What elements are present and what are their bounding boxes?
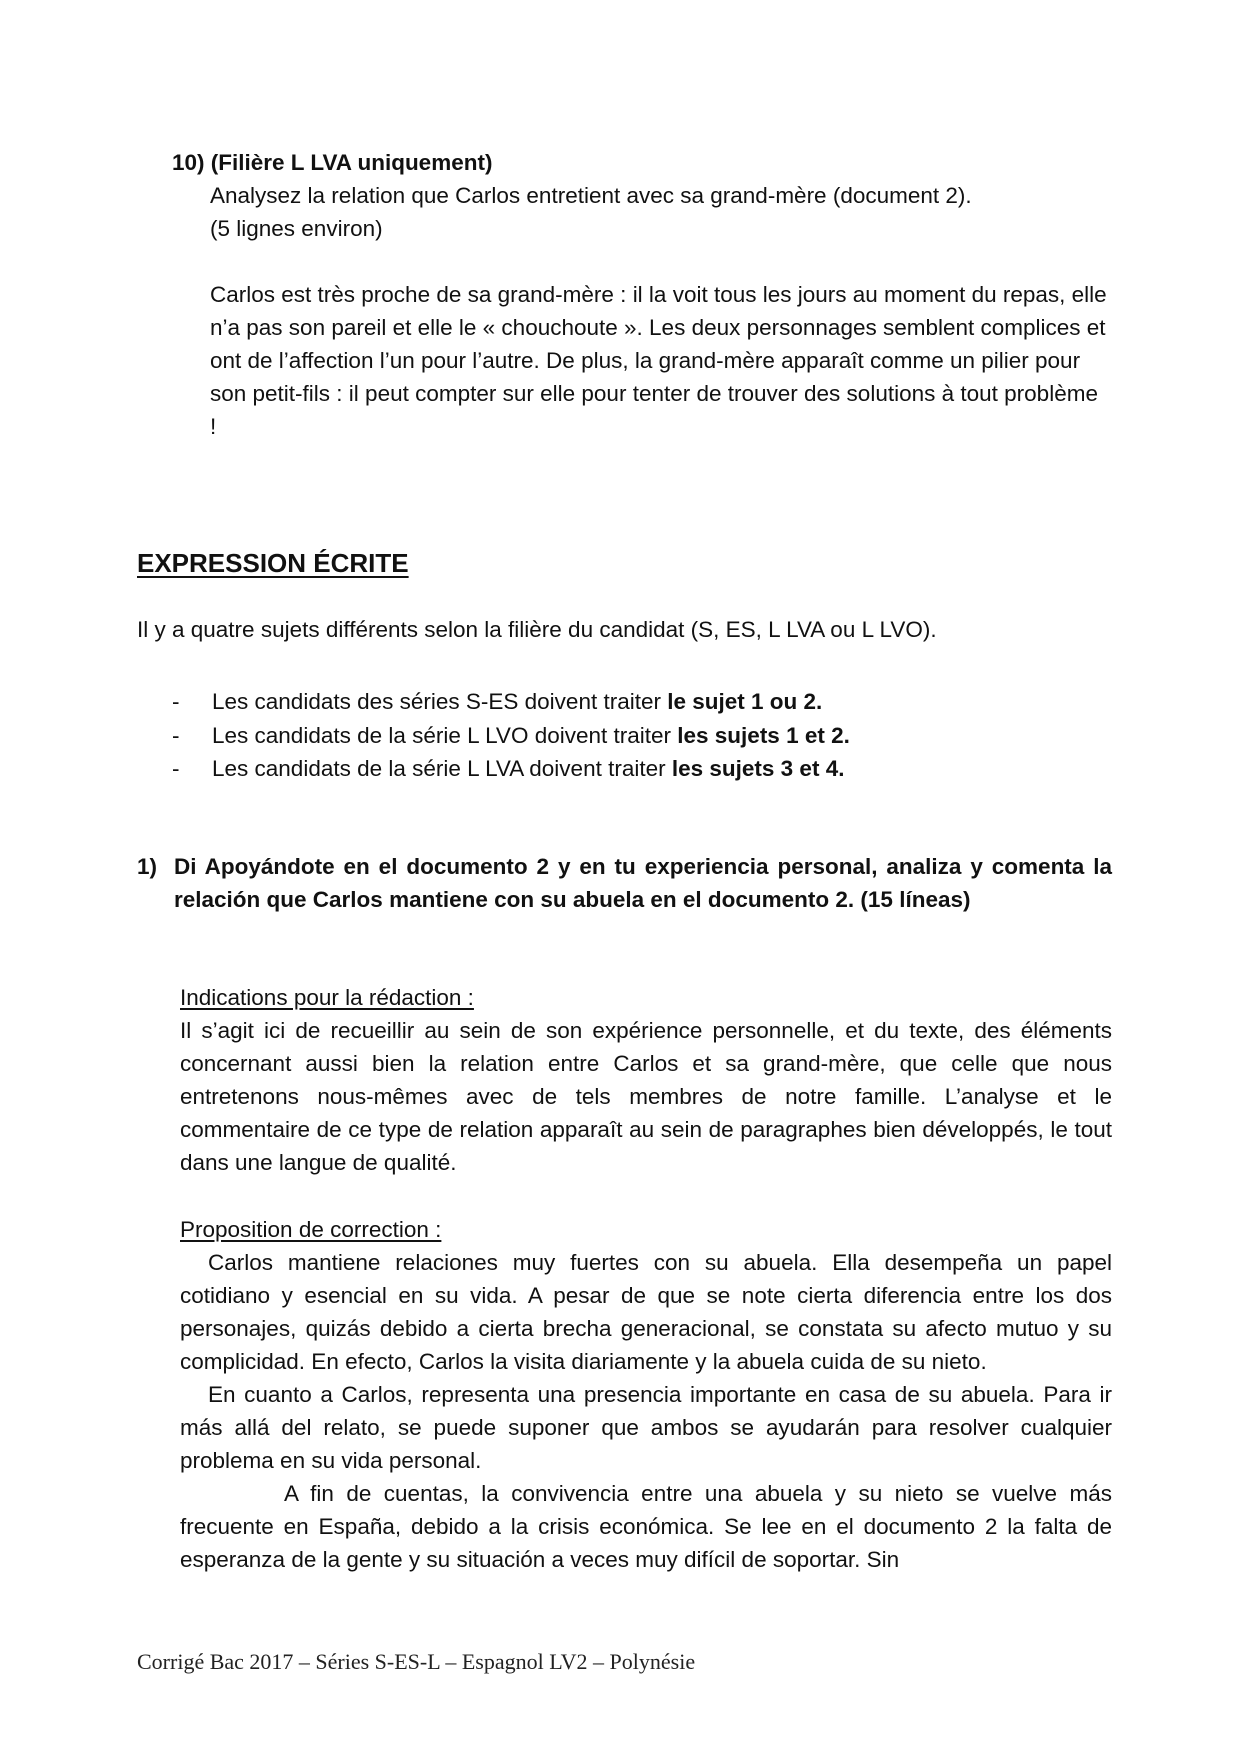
list-item-text: Les candidats de la série L LVA doivent traiter: [212, 756, 672, 781]
list-item: [172, 752, 850, 786]
question-10-prompt: Analysez la relation que Carlos entretient avec sa grand-mère (document 2).: [210, 183, 972, 208]
list-item-text: Les candidats de la série L LVO doivent traiter: [212, 722, 678, 748]
question-10-answer-text: Carlos est très proche de sa grand-mère : il la voit tous les jours au moment du repas, elle n’a pas son pareil et elle le « chouchoute ». Les deux personnages semblent complices et ont de l’affection l’un pour l’autre. De plus, la grand-mère apparaît comme un pilier pour son petit-fils : il peut compter sur elle pour tenter de trouver des solutions à tout problème !: [210, 282, 1107, 439]
section-intro: Il y a quatre sujets différents selon la filière du candidat (S, ES, L LVA ou L LVO).: [137, 617, 937, 642]
list-item-emphasis: les sujets 1 et 2.: [677, 722, 850, 748]
section-title: EXPRESSION ÉCRITE: [137, 548, 409, 578]
indications-block: [180, 981, 1112, 1179]
list-item: [172, 719, 850, 753]
list-item: [172, 685, 850, 719]
list-item-text: Les candidats des séries S-ES doivent traiter: [212, 689, 668, 714]
indications-label: Indications pour la rédaction :: [180, 985, 474, 1010]
page-footer: Corrigé Bac 2017 – Séries S-ES-L – Espagnol LV2 – Polynésie: [137, 1649, 696, 1674]
sujet-1-number: 1): [137, 854, 158, 879]
indications-text: Il s’agit ici de recueillir au sein de son expérience personnelle, et du texte, des éléments concernant aussi bien la relation entre Carlos et sa grand-mère, que celle que nous entretenons nous-mêmes avec de tels membres de notre famille. L’analyse et le commentaire de ce type de relation apparaît au sein de paragraphes bien développés, le tout dans une langue de qualité.: [180, 1018, 1112, 1175]
dash-bullet-icon: -: [172, 689, 180, 714]
dash-bullet-icon: -: [172, 722, 180, 748]
sujet-1: [137, 850, 1112, 916]
list-item-emphasis: le sujet 1 ou 2.: [667, 689, 823, 714]
question-10-answer: [172, 278, 1110, 443]
proposition-paragraph-3: A fin de cuentas, la convivencia entre una abuela y su nieto se vuelve más frecuente en España, debido a la crisis económica. Se lee en el documento 2 la falta de esperanza de la gente y su situación a veces muy difícil de soportar. Sin: [180, 1481, 1112, 1572]
question-10: [172, 146, 1122, 443]
dash-bullet-icon: -: [172, 756, 180, 781]
proposition-paragraph-2: En cuanto a Carlos, representa una presencia importante en casa de su abuela. Para ir más allá del relato, se puede suponer que ambos se ayudarán para resolver cualquier problema en su vida personal.: [180, 1382, 1112, 1473]
question-10-length: (5 lignes environ): [210, 216, 383, 241]
sujet-1-text: Di Apoyándote en el documento 2 y en tu experiencia personal, analiza y comenta la relación que Carlos mantiene con su abuela en el documento 2. (15 líneas): [174, 854, 1112, 912]
list-item-emphasis: les sujets 3 et 4.: [671, 756, 845, 781]
question-10-heading: 10) (Filière L LVA uniquement): [172, 150, 493, 175]
proposition-paragraph-1: Carlos mantiene relaciones muy fuertes con su abuela. Ella desempeña un papel cotidiano y esencial en su vida. A pesar de que se note cierta diferencia entre los dos personajes, quizás debido a cierta brecha generacional, se constata su afecto mutuo y su complicidad. En efecto, Carlos la visita diariamente y la abuela cuida de su nieto.: [180, 1250, 1112, 1374]
proposition-block: [180, 1213, 1112, 1576]
proposition-label: Proposition de correction :: [180, 1217, 442, 1242]
candidate-list: [172, 685, 850, 786]
